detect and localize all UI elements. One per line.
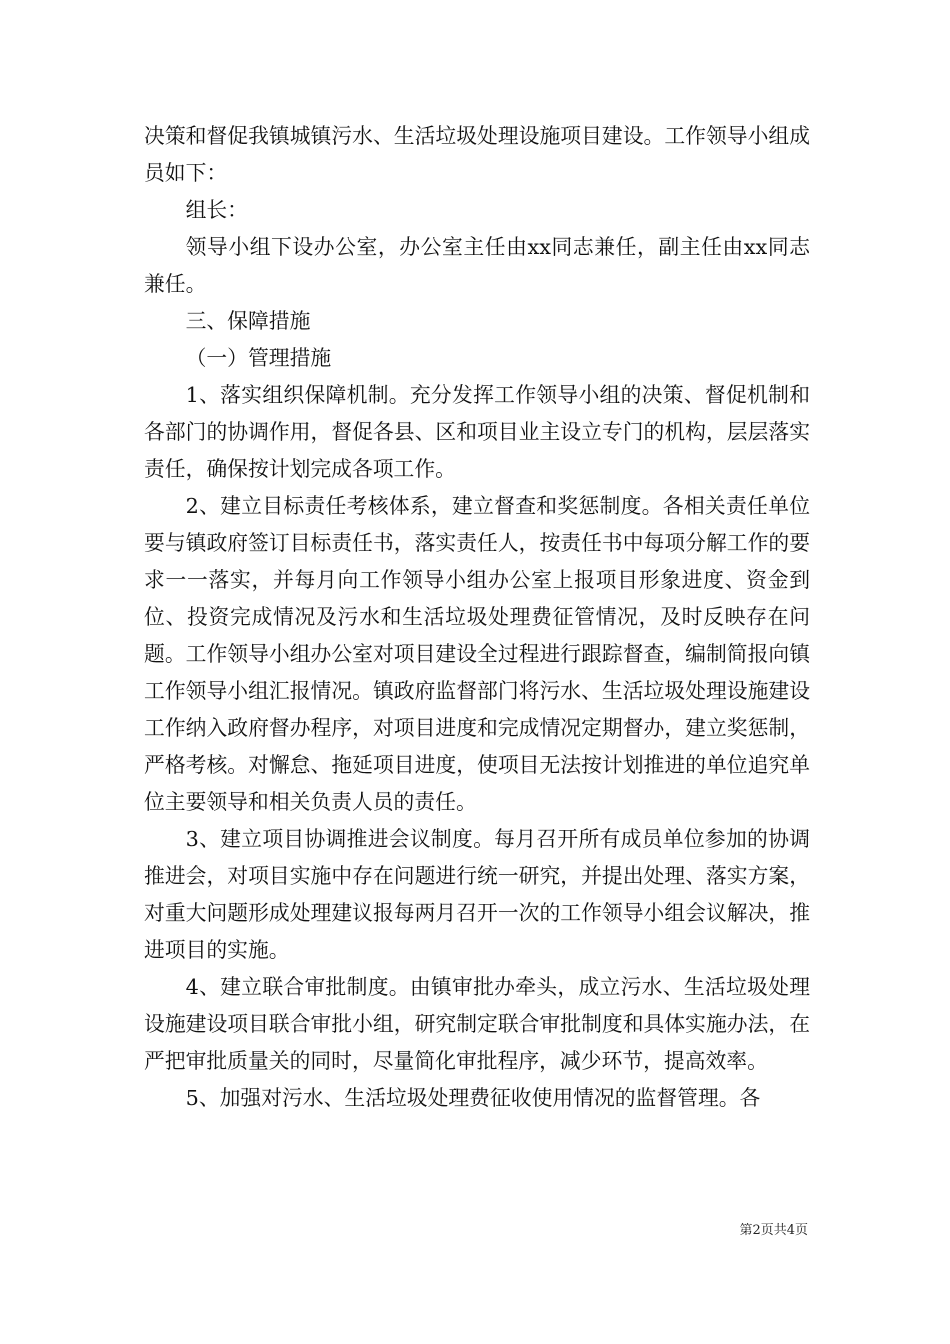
paragraph-item-4: 4、建立联合审批制度。由镇审批办牵头，成立污水、生活垃圾处理设施建设项目联合审批小组，研究制定联合审批制度和具体实施办法，在严把审批质量关的同时，尽量简化审批程序，减少环节，提高效率。 xyxy=(144,975,810,1073)
document-body xyxy=(144,118,810,1117)
paragraph-3: 领导小组下设办公室，办公室主任由xx同志兼任，副主任由xx同志兼任。 xyxy=(144,235,810,296)
paragraph-1: 决策和督促我镇城镇污水、生活垃圾处理设施项目建设。工作领导小组成员如下： xyxy=(144,124,810,185)
subsection-heading-management: （一）管理措施 xyxy=(185,346,332,370)
paragraph-2: 组长： xyxy=(185,198,248,222)
page-number: 第2页共4页 xyxy=(739,1223,808,1238)
paragraph-item-3: 3、建立项目协调推进会议制度。每月召开所有成员单位参加的协调推进会，对项目实施中存在问题进行统一研究，并提出处理、落实方案，对重大问题形成处理建议报每两月召开一次的工作领导小组会议解决，推进项目的实施。 xyxy=(144,827,810,962)
section-heading-safeguards: 三、保障措施 xyxy=(185,309,311,333)
paragraph-item-2: 2、建立目标责任考核体系，建立督查和奖惩制度。各相关责任单位要与镇政府签订目标责任书，落实责任人，按责任书中每项分解工作的要求一一落实，并每月向工作领导小组办公室上报项目形象进度、资金到位、投资完成情况及污水和生活垃圾处理费征管情况，及时反映存在问题。工作领导小组办公室对项目建设全过程进行跟踪督查，编制简报向镇工作领导小组汇报情况。镇政府监督部门将污水、生活垃圾处理设施建设工作纳入政府督办程序，对项目进度和完成情况定期督办，建立奖惩制，严格考核。对懈怠、拖延项目进度，使项目无法按计划推进的单位追究单位主要领导和相关负责人员的责任。 xyxy=(144,494,810,814)
paragraph-item-1: 1、落实组织保障机制。充分发挥工作领导小组的决策、督促机制和各部门的协调作用，督促各县、区和项目业主设立专门的机构，层层落实责任，确保按计划完成各项工作。 xyxy=(144,383,810,481)
paragraph-item-5: 5、加强对污水、生活垃圾处理费征收使用情况的监督管理。各 xyxy=(185,1086,761,1110)
